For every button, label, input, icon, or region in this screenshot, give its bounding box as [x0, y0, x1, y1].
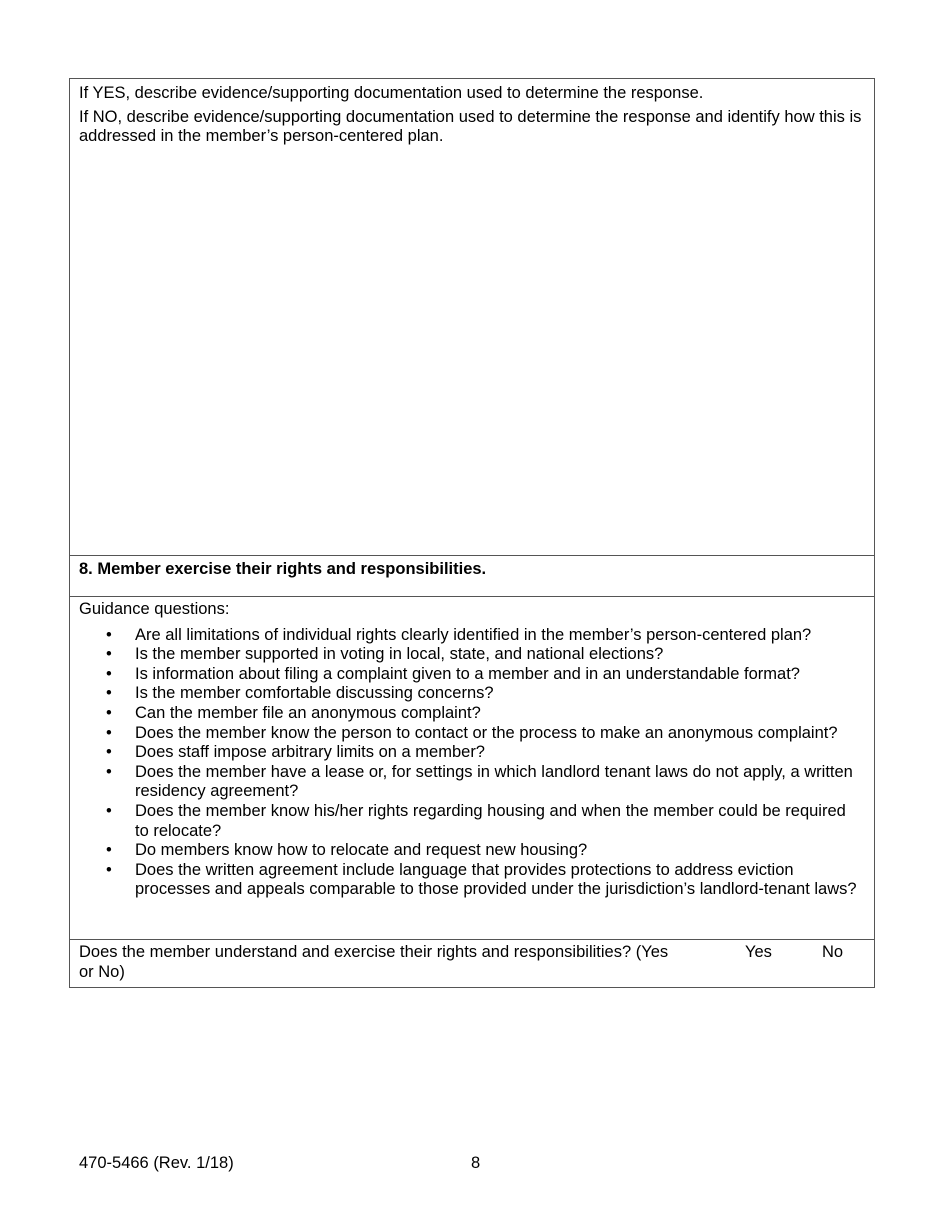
rights-form-table [69, 78, 875, 988]
bullet-icon: • [106, 625, 112, 644]
evidence-yes-instruction: If YES, describe evidence/supporting documentation used to determine the response. [79, 84, 704, 102]
guidance-question-text: Does the member know his/her rights regarding housing and when the member could be required to relocate? [135, 801, 846, 840]
bullet-icon: • [106, 645, 112, 664]
guidance-question-text: Does the written agreement include language that provides protections to address eviction processes and appeals comparable to those provided under the jurisdiction’s landlord-tenant laws? [135, 860, 857, 899]
bullet-icon: • [106, 684, 112, 703]
guidance-section [70, 597, 874, 940]
yes-option[interactable]: Yes [745, 943, 772, 961]
section-8-heading: 8. Member exercise their rights and responsibilities. [70, 556, 874, 597]
guidance-question-text: Does staff impose arbitrary limits on a member? [135, 743, 485, 762]
evidence-response-field[interactable] [70, 79, 874, 556]
guidance-question-text: Do members know how to relocate and request new housing? [135, 841, 588, 860]
guidance-question [79, 626, 865, 646]
guidance-question-text: Is the member comfortable discussing concerns? [135, 684, 494, 703]
guidance-list [79, 626, 865, 900]
bullet-icon: • [106, 762, 112, 781]
guidance-question-text: Does the member know the person to contact or the process to make an anonymous complaint? [135, 723, 838, 742]
guidance-question [79, 841, 865, 861]
bullet-icon: • [106, 703, 112, 722]
guidance-question [79, 861, 865, 900]
bullet-icon: • [106, 723, 112, 742]
guidance-question [79, 802, 865, 841]
no-option[interactable]: No [822, 943, 844, 961]
answer-row [70, 940, 874, 987]
bullet-icon: • [106, 664, 112, 683]
guidance-question [79, 704, 865, 724]
guidance-question [79, 665, 865, 685]
guidance-question [79, 763, 865, 802]
bullet-icon: • [106, 841, 112, 860]
page-number: 8 [471, 1154, 481, 1172]
form-number: 470-5466 (Rev. 1/18) [79, 1154, 234, 1172]
guidance-question [79, 743, 865, 763]
bullet-icon: • [106, 801, 112, 820]
answer-question: Does the member understand and exercise their rights and responsibilities? (Yes or No) [79, 943, 669, 981]
guidance-question-text: Is information about filing a complaint given to a member and in an understandable format? [135, 664, 800, 683]
bullet-icon: • [106, 743, 112, 762]
guidance-question [79, 645, 865, 665]
guidance-question-text: Does the member have a lease or, for settings in which landlord tenant laws do not apply, a written residency agreement? [135, 762, 853, 801]
guidance-question [79, 684, 865, 704]
bullet-icon: • [106, 860, 112, 879]
evidence-no-instruction: If NO, describe evidence/supporting documentation used to determine the response and identify how this is addressed in the member’s person-centered plan. [79, 107, 862, 146]
guidance-question-text: Can the member file an anonymous complaint? [135, 703, 481, 722]
guidance-question-text: Is the member supported in voting in local, state, and national elections? [135, 645, 664, 664]
guidance-title: Guidance questions: [79, 600, 230, 618]
guidance-question [79, 724, 865, 744]
guidance-question-text: Are all limitations of individual rights clearly identified in the member’s person-centered plan? [135, 625, 812, 644]
